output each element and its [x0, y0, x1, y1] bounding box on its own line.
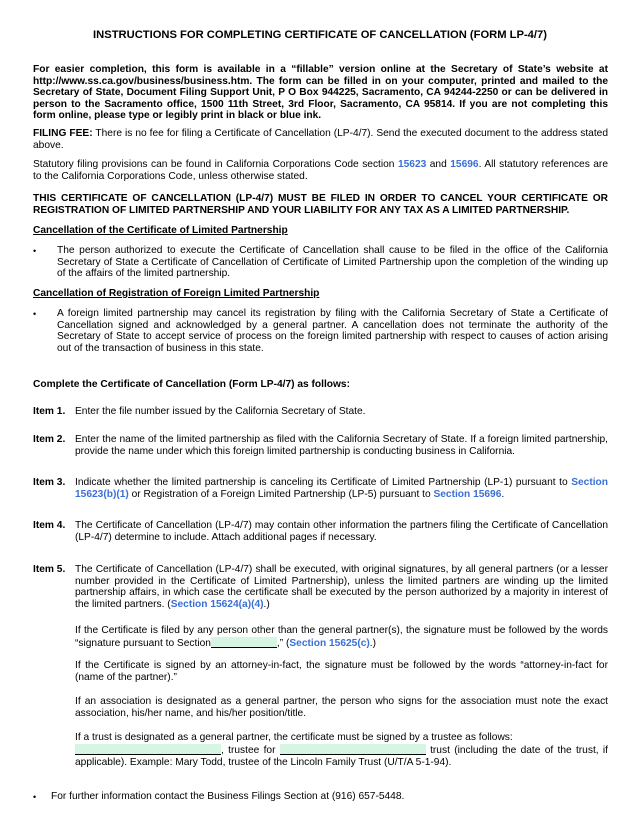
signature-pursuant-text-end: ,” ( [276, 637, 290, 649]
item-5-text [75, 564, 608, 610]
bullet-icon: • [33, 309, 37, 319]
certificate-cancellation-bullet: The person authorized to execute the Certificate of Cancellation shall cause to be filed in the office of the California Secretary of State a Certificate of Cancellation of Certificate of Limited Partnership upon the completion of the winding up of the affairs of the limited partnership. [57, 245, 608, 280]
bullet-icon: • [33, 246, 37, 256]
item-3-label: Item 3. [33, 477, 66, 488]
trust-example-text: trust (including the date of the trust, if applicable). Example: Mary Todd, trustee of the Lincoln Family Trust (U/T/A 5-1-94). [75, 745, 609, 768]
item-3-text [75, 477, 608, 500]
filing-fee-text: There is no fee for filing a Certificate of Cancellation (LP-4/7). Send the executed document to the address stated above. [33, 128, 608, 151]
item-3-text-end: . [501, 488, 505, 500]
item-5-label: Item 5. [33, 564, 66, 575]
item-1-label: Item 1. [33, 406, 66, 417]
item-5-trust-line-1: If a trust is designated as a general partner, the certificate must be signed by a trustee as follows: [75, 732, 513, 743]
section-15625c-link[interactable]: Section 15625(c) [289, 637, 370, 649]
item-5-association-paragraph: If an association is designated as a general partner, the person who signs for the association must note the exact association, his/her name, and his/her position/title. [75, 696, 608, 719]
trustee-name-blank [75, 744, 221, 755]
item-4-label: Item 4. [33, 520, 66, 531]
statutory-text: Statutory filing provisions can be found in California Corporations Code section [33, 159, 398, 170]
complete-heading: Complete the Certificate of Cancellation (Form LP-4/7) as follows: [33, 379, 350, 390]
item-5-trust-paragraph [75, 744, 608, 768]
item-5-text-start: The Certificate of Cancellation (LP-4/7) shall be executed, with original signatures, by all general partners (or a lesser number provided in the Certificate of Limited Partnership), unless the limited partners are winding up the limited partnership affairs, in which case the certificate shall be executed by the person authorized by a majority in interest of the limited partners. ( [75, 564, 608, 610]
item-4-text: The Certificate of Cancellation (LP-4/7) may contain other information the partners filing the Certificate of Cancellation (LP-4/7) determine to include. Attach additional pages if necessary. [75, 520, 608, 543]
section-15624a4-link[interactable]: Section 15624(a)(4) [170, 598, 264, 610]
section-15696-link[interactable]: 15696 [450, 159, 479, 170]
section-15623-link[interactable]: 15623 [397, 159, 427, 170]
footer-contact: For further information contact the Business Filings Section at (916) 657-5448. [51, 791, 405, 802]
page-title: INSTRUCTIONS FOR COMPLETING CERTIFICATE OF CANCELLATION (FORM LP-4/7) [93, 29, 547, 41]
item-1-text: Enter the file number issued by the California Secretary of State. [75, 406, 366, 417]
item-5-attorney-paragraph: If the Certificate is signed by an attorney-in-fact, the signature must be followed by the words “attorney-in-fact for (name of the partner).” [75, 660, 608, 683]
section-15623b1-link[interactable]: Section 15623(b)(1) [75, 477, 608, 500]
signature-pursuant-text: If the Certificate is filed by any person other than the general partner(s), the signature must be followed by the words “signature pursuant to Section [75, 625, 608, 649]
section-heading-foreign: Cancellation of Registration of Foreign Limited Partnership [33, 288, 320, 299]
filing-fee-paragraph [33, 128, 608, 151]
bullet-icon: • [33, 792, 37, 802]
signature-pursuant-close: .) [369, 637, 377, 649]
warning-paragraph: THIS CERTIFICATE OF CANCELLATION (LP-4/7) MUST BE FILED IN ORDER TO CANCEL YOUR CERTIFICATE OR REGISTRATION OF LIMITED PARTNERSHIP AND YOUR LIABILITY FOR ANY TAX AS A LIMITED PARTNERSHIP. [33, 193, 608, 216]
item-3-text-start: Indicate whether the limited partnership is canceling its Certificate of Limited Partnership (LP-1) pursuant to [75, 477, 572, 488]
section-blank-field [211, 637, 277, 648]
statutory-paragraph [33, 159, 608, 182]
intro-paragraph: For easier completion, this form is available in a “fillable” version online at the Secretary of State’s website at http://www.ss.ca.gov/business/business.htm. The form can be filled in on your computer, printed and mailed to the Secretary of State, Document Filing Support Unit, P O Box 944225, Sacramento, CA 94244-2250 or can be delivered in person to the Sacramento office, 1500 11th Street, 3rd Floor, Sacramento, CA 95814. If you are not completing this form online, please type or legibly print in black or blue ink. [33, 64, 608, 122]
item-3-text-mid: or Registration of a Foreign Limited Partnership (LP-5) pursuant to [128, 488, 434, 500]
statutory-text-end: . All statutory references are to the California Corporations Code, unless otherwise stated. [33, 159, 608, 182]
section-heading-certificate: Cancellation of the Certificate of Limited Partnership [33, 225, 288, 236]
foreign-registration-bullet: A foreign limited partnership may cancel its registration by filing with the California Secretary of State a Certificate of Cancellation signed and acknowledged by a general partner. A cancellation does not terminate the authority of the Secretary of State to accept service of process on the foreign limited partnership with respect to causes of action arising out of the transaction of business in this state. [57, 308, 608, 354]
item-2-text: Enter the name of the limited partnership as filed with the California Secretary of State. If a foreign limited partnership, provide the name under which this foreign limited partnership is conducting business in California. [75, 434, 608, 457]
section-15696-item-link[interactable]: Section 15696 [433, 488, 502, 500]
filing-fee-label: FILING FEE: [33, 128, 93, 139]
trustee-for-text: , trustee for [221, 745, 280, 756]
statutory-and: and [426, 159, 451, 170]
item-5-text-end: .) [263, 598, 270, 610]
item-2-label: Item 2. [33, 434, 66, 445]
item-5-signature-paragraph [75, 625, 608, 649]
trust-name-blank [280, 744, 426, 755]
